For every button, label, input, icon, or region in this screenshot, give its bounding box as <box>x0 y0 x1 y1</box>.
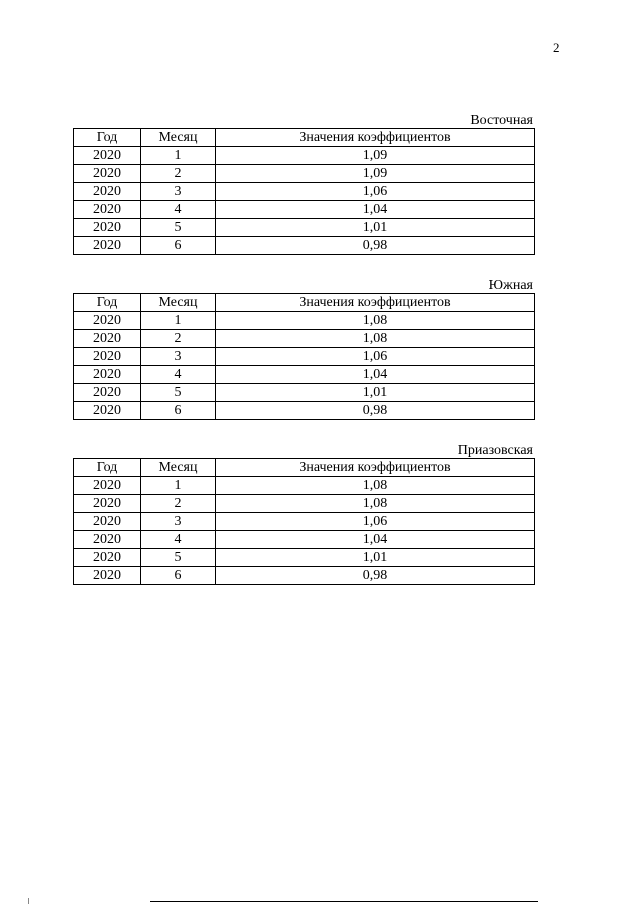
table-row <box>74 495 535 513</box>
cell-value: 1,06 <box>216 513 535 531</box>
cell-month: 6 <box>141 237 216 255</box>
table-row <box>74 348 535 366</box>
cell-month: 4 <box>141 201 216 219</box>
section-title: Южная <box>488 278 533 293</box>
cell-month: 3 <box>141 348 216 366</box>
cell-month: 5 <box>141 384 216 402</box>
header-month: Месяц <box>141 129 216 147</box>
coefficients-table <box>73 128 535 255</box>
table-row <box>74 201 535 219</box>
table-row <box>74 477 535 495</box>
header-month: Месяц <box>141 459 216 477</box>
cell-year: 2020 <box>74 549 141 567</box>
cell-year: 2020 <box>74 312 141 330</box>
table-row <box>74 312 535 330</box>
cell-month: 6 <box>141 402 216 420</box>
header-year: Год <box>74 294 141 312</box>
cell-value: 1,09 <box>216 165 535 183</box>
section-vostochnaya <box>73 114 533 255</box>
scan-speck <box>28 898 29 904</box>
header-month: Месяц <box>141 294 216 312</box>
cell-year: 2020 <box>74 165 141 183</box>
header-value: Значения коэффициентов <box>216 459 535 477</box>
cell-value: 1,08 <box>216 495 535 513</box>
header-value: Значения коэффициентов <box>216 294 535 312</box>
cell-year: 2020 <box>74 237 141 255</box>
cell-month: 2 <box>141 330 216 348</box>
table-header-row <box>74 459 535 477</box>
cell-month: 2 <box>141 165 216 183</box>
cell-year: 2020 <box>74 513 141 531</box>
cell-year: 2020 <box>74 348 141 366</box>
cell-year: 2020 <box>74 147 141 165</box>
table-row <box>74 513 535 531</box>
cell-year: 2020 <box>74 495 141 513</box>
cell-year: 2020 <box>74 402 141 420</box>
cell-value: 0,98 <box>216 402 535 420</box>
cell-year: 2020 <box>74 366 141 384</box>
cell-value: 0,98 <box>216 567 535 585</box>
table-row <box>74 147 535 165</box>
cell-value: 1,04 <box>216 201 535 219</box>
cell-year: 2020 <box>74 201 141 219</box>
cell-value: 1,08 <box>216 477 535 495</box>
cell-month: 4 <box>141 366 216 384</box>
cell-month: 3 <box>141 513 216 531</box>
table-header-row <box>74 294 535 312</box>
cell-month: 3 <box>141 183 216 201</box>
cell-month: 4 <box>141 531 216 549</box>
cell-month: 5 <box>141 549 216 567</box>
cell-value: 1,08 <box>216 312 535 330</box>
cell-year: 2020 <box>74 219 141 237</box>
cell-value: 1,01 <box>216 549 535 567</box>
cell-month: 2 <box>141 495 216 513</box>
cell-year: 2020 <box>74 384 141 402</box>
cell-month: 1 <box>141 477 216 495</box>
page-number: 2 <box>553 40 560 55</box>
cell-value: 1,01 <box>216 384 535 402</box>
cell-year: 2020 <box>74 477 141 495</box>
cell-year: 2020 <box>74 531 141 549</box>
cell-year: 2020 <box>74 330 141 348</box>
section-yuzhnaya <box>73 279 533 420</box>
cell-value: 1,04 <box>216 366 535 384</box>
cell-year: 2020 <box>74 183 141 201</box>
cell-value: 1,06 <box>216 183 535 201</box>
cell-month: 1 <box>141 147 216 165</box>
table-row <box>74 366 535 384</box>
cell-month: 6 <box>141 567 216 585</box>
header-value: Значения коэффициентов <box>216 129 535 147</box>
cell-value: 1,09 <box>216 147 535 165</box>
table-row <box>74 567 535 585</box>
table-row <box>74 165 535 183</box>
cell-value: 0,98 <box>216 237 535 255</box>
cell-month: 5 <box>141 219 216 237</box>
cell-value: 1,01 <box>216 219 535 237</box>
coefficients-table <box>73 458 535 585</box>
coefficients-table <box>73 293 535 420</box>
table-row <box>74 402 535 420</box>
cell-year: 2020 <box>74 567 141 585</box>
table-row <box>74 237 535 255</box>
scan-edge-line <box>150 901 538 902</box>
section-priazovskaya <box>73 444 533 585</box>
table-row <box>74 549 535 567</box>
table-row <box>74 531 535 549</box>
table-header-row <box>74 129 535 147</box>
section-title: Восточная <box>470 113 533 128</box>
header-year: Год <box>74 129 141 147</box>
cell-month: 1 <box>141 312 216 330</box>
section-title: Приазовская <box>457 443 533 458</box>
cell-value: 1,04 <box>216 531 535 549</box>
cell-value: 1,06 <box>216 348 535 366</box>
table-row <box>74 183 535 201</box>
table-row <box>74 330 535 348</box>
cell-value: 1,08 <box>216 330 535 348</box>
table-row <box>74 219 535 237</box>
table-row <box>74 384 535 402</box>
header-year: Год <box>74 459 141 477</box>
